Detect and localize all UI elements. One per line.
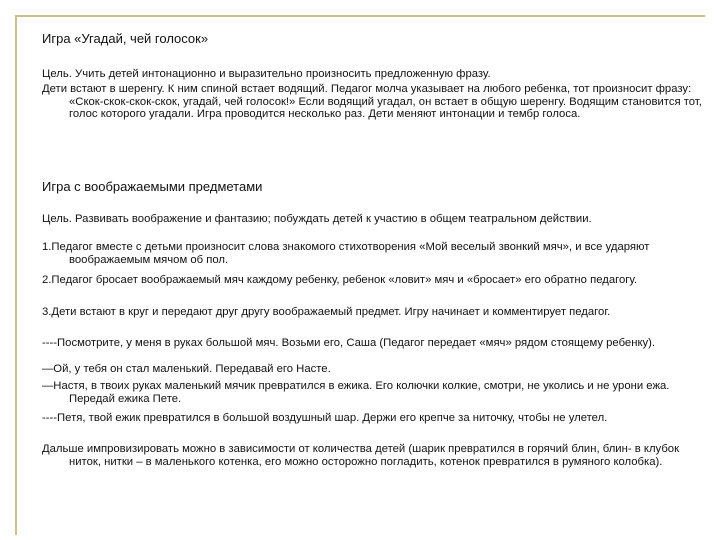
game-2-step-2: 2.Педагог бросает воображаемый мяч каждому ребенку, ребенок «ловит» мяч и «бросает» его обратно педагогу. (42, 274, 638, 286)
game-2-dialogue-1: ----Посмотрите, у меня в руках большой мяч. Возьми его, Саша (Педагог передает «мяч» рядом стоящему ребенку). (42, 337, 656, 349)
game-2-dialogue-4: ----Петя, твой ежик превратился в большой воздушный шар. Держи его крепче за ниточку, чтобы не улетел. (42, 412, 608, 424)
game-1-title: Игра «Угадай, чей голосок» (42, 31, 209, 46)
game-1-goal: Цель. Учить детей интонационно и выразительно произносить предложенную фразу. (42, 68, 491, 80)
game-1-description: Дети встают в шеренгу. К ним спиной встает водящий. Педагог молча указывает на любого ребенка, тот произносит фразу: «Скок-скок-скок-скок, угадай, чей голосок!» Если водящий угадал, он встает в общую шеренгу. Водящим становится тот, голос которого угадали. Игра проводится несколько раз. Дети меняют интонации и тембр голоса. (42, 83, 702, 121)
game-2-dialogue-2: —Ой, у тебя он стал маленький. Передавай его Насте. (42, 363, 331, 375)
game-2-title: Игра с воображаемыми предметами (42, 179, 263, 194)
game-2-dialogue-3: —Настя, в твоих руках маленький мячик превратился в ежика. Его колючки колкие, смотри, не уколись и не урони ежа. Передай ежика Пете. (42, 380, 670, 405)
game-2-step-3: 3.Дети встают в круг и передают друг другу воображаемый предмет. Игру начинает и комментирует педагог. (42, 306, 611, 318)
game-2-improvisation: Дальше импровизировать можно в зависимости от количества детей (шарик превратился в горячий блин, блин- в клубок ниток, нитки – в маленького котенка, его можно осторожно погладить, котенок превратился в румяного колобка). (42, 443, 680, 468)
game-2-goal: Цель. Развивать воображение и фантазию; побуждать детей к участию в общем театральном действии. (42, 213, 592, 225)
game-2-step-1: 1.Педагог вместе с детьми произносит слова знакомого стихотворения «Мой веселый звонкий мяч», и все ударяют воображаемым мячом об пол. (42, 241, 650, 266)
